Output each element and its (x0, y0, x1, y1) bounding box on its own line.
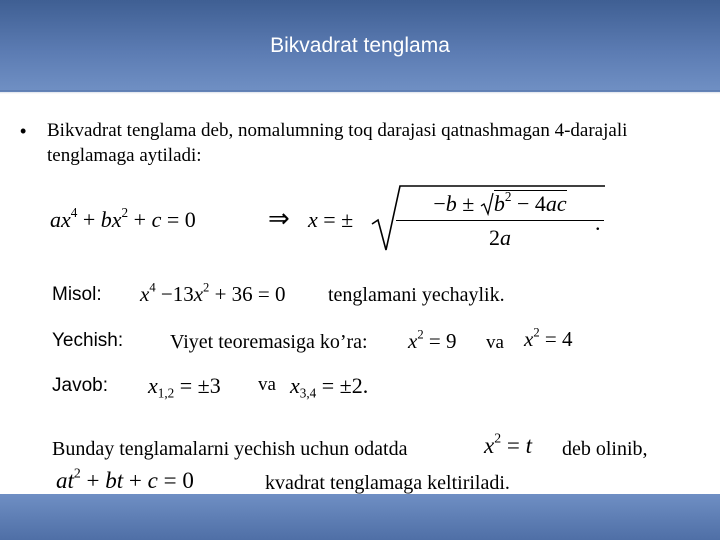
closing-equation: $at^2$ + bt + c = 0 (56, 465, 194, 493)
solution-label: Yechish: (52, 330, 124, 351)
solution-eq1: $x^2 = 9$ (408, 327, 457, 353)
solution-connector: va (486, 332, 504, 353)
footer-banner (0, 494, 720, 540)
answer-connector: va (258, 374, 276, 395)
formula-rhs-prefix: x = ± (308, 207, 354, 232)
implies-arrow: ⇒ (268, 204, 290, 233)
fraction-numerator: $-b \pm b^2 - 4ac$ (396, 188, 604, 221)
closing-text-1: Bunday tenglamalarni yechish uchun odatda (52, 438, 408, 460)
example-label: Misol: (52, 284, 102, 305)
fraction-denominator: 2a (489, 225, 511, 250)
closing-substitution: $x^2 = t$ (484, 430, 532, 458)
answer-eq1: $x_{1,2} = \pm 3$ (148, 373, 221, 401)
slide-title: Bikvadrat tenglama (270, 34, 450, 57)
answer-eq2: $x_{3,4} = \pm 2$. (290, 373, 369, 401)
formula-end: . (595, 210, 601, 235)
example-equation: $x^4 -13x^2 + 36 = 0$ (140, 280, 286, 306)
solution-eq2: $x^2 = 4$ (524, 325, 573, 351)
definition-text: Bikvadrat tenglama deb, nomalumning toq darajasi qatnashmagan 4-darajali tenglamaga aytiladi: (47, 120, 628, 166)
formula-lhs: $ax^4 + bx^2 + c = 0$ (50, 205, 196, 232)
formula-fraction (396, 188, 604, 253)
example-text: tenglamani yechaylik. (328, 284, 505, 306)
closing-text-3: kvadrat tenglamaga keltiriladi. (265, 472, 510, 494)
closing-text-2: deb olinib, (562, 438, 648, 460)
solution-text: Viyet teoremasiga ko’ra: (170, 331, 368, 353)
answer-label: Javob: (52, 375, 108, 396)
bullet-marker: • (20, 121, 27, 141)
